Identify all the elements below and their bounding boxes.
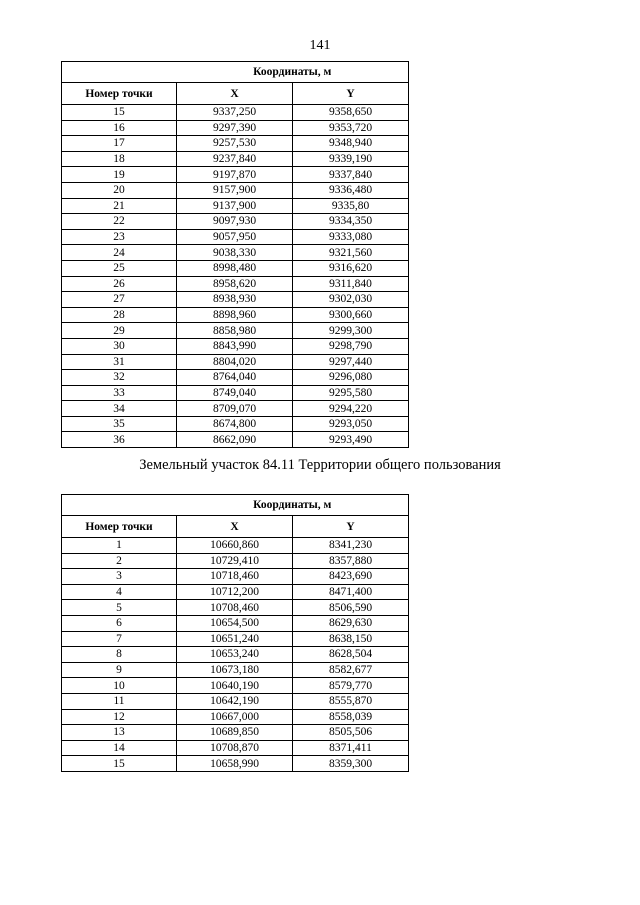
table-row	[62, 229, 409, 245]
cell-point-number: 27	[62, 292, 177, 308]
table-row	[62, 105, 409, 121]
cell-x: 8843,990	[177, 338, 293, 354]
table-row	[62, 693, 409, 709]
table-row	[62, 756, 409, 772]
table-empty-header-cell	[62, 62, 177, 83]
cell-point-number: 29	[62, 323, 177, 339]
cell-x: 10658,990	[177, 756, 293, 772]
cell-x: 10718,460	[177, 569, 293, 585]
cell-x: 9137,900	[177, 198, 293, 214]
table-row	[62, 678, 409, 694]
cell-x: 10673,180	[177, 662, 293, 678]
table-row	[62, 631, 409, 647]
table-row	[62, 214, 409, 230]
cell-point-number: 26	[62, 276, 177, 292]
cell-y: 9321,560	[293, 245, 409, 261]
table-column-header-row	[62, 516, 409, 538]
table-row	[62, 725, 409, 741]
cell-x: 10708,870	[177, 740, 293, 756]
cell-y: 9298,790	[293, 338, 409, 354]
cell-y: 9335,80	[293, 198, 409, 214]
table-row	[62, 260, 409, 276]
cell-x: 10667,000	[177, 709, 293, 725]
cell-y: 9334,350	[293, 214, 409, 230]
cell-x: 10651,240	[177, 631, 293, 647]
cell-x: 9337,250	[177, 105, 293, 121]
table-row	[62, 167, 409, 183]
cell-x: 8674,800	[177, 416, 293, 432]
cell-x: 8938,930	[177, 292, 293, 308]
cell-x: 10642,190	[177, 693, 293, 709]
column-header-x: X	[177, 83, 293, 105]
land-plot-caption: Земельный участок 84.11 Территории общего пользования	[139, 457, 501, 473]
cell-point-number: 20	[62, 182, 177, 198]
cell-x: 9197,870	[177, 167, 293, 183]
cell-point-number: 10	[62, 678, 177, 694]
cell-point-number: 17	[62, 136, 177, 152]
cell-y: 8629,630	[293, 615, 409, 631]
cell-point-number: 24	[62, 245, 177, 261]
table-row	[62, 647, 409, 663]
cell-x: 8898,960	[177, 307, 293, 323]
cell-x: 8858,980	[177, 323, 293, 339]
cell-x: 9237,840	[177, 151, 293, 167]
table-row	[62, 600, 409, 616]
table-row	[62, 538, 409, 554]
cell-point-number: 18	[62, 151, 177, 167]
cell-x: 10708,460	[177, 600, 293, 616]
page-number: 141	[309, 38, 331, 53]
cell-y: 9336,480	[293, 182, 409, 198]
cell-point-number: 9	[62, 662, 177, 678]
cell-y: 8505,506	[293, 725, 409, 741]
cell-x: 10660,860	[177, 538, 293, 554]
table-row	[62, 136, 409, 152]
table-column-header-row	[62, 83, 409, 105]
table-row	[62, 245, 409, 261]
cell-point-number: 1	[62, 538, 177, 554]
table-row	[62, 338, 409, 354]
cell-point-number: 16	[62, 120, 177, 136]
table-row	[62, 569, 409, 585]
column-header-point-number: Номер точки	[62, 516, 177, 538]
cell-x: 10689,850	[177, 725, 293, 741]
cell-x: 9038,330	[177, 245, 293, 261]
cell-y: 9348,940	[293, 136, 409, 152]
cell-y: 9316,620	[293, 260, 409, 276]
cell-y: 9299,300	[293, 323, 409, 339]
cell-x: 8998,480	[177, 260, 293, 276]
table-empty-header-cell	[62, 495, 177, 516]
table-row	[62, 354, 409, 370]
cell-x: 10653,240	[177, 647, 293, 663]
table-row	[62, 370, 409, 386]
cell-x: 10654,500	[177, 615, 293, 631]
cell-point-number: 36	[62, 432, 177, 448]
cell-point-number: 22	[62, 214, 177, 230]
cell-y: 8359,300	[293, 756, 409, 772]
table-row	[62, 584, 409, 600]
cell-point-number: 15	[62, 756, 177, 772]
cell-y: 9353,720	[293, 120, 409, 136]
table-row	[62, 182, 409, 198]
table-row	[62, 416, 409, 432]
cell-point-number: 25	[62, 260, 177, 276]
cell-point-number: 30	[62, 338, 177, 354]
cell-y: 8558,039	[293, 709, 409, 725]
cell-y: 9294,220	[293, 401, 409, 417]
cell-y: 9337,840	[293, 167, 409, 183]
cell-x: 9297,390	[177, 120, 293, 136]
cell-y: 9302,030	[293, 292, 409, 308]
cell-y: 9293,050	[293, 416, 409, 432]
table-row	[62, 151, 409, 167]
cell-y: 8357,880	[293, 553, 409, 569]
table-row	[62, 615, 409, 631]
cell-x: 8764,040	[177, 370, 293, 386]
cell-point-number: 35	[62, 416, 177, 432]
table-row	[62, 553, 409, 569]
table-group-header: Координаты, м	[177, 62, 409, 83]
cell-point-number: 21	[62, 198, 177, 214]
cell-point-number: 31	[62, 354, 177, 370]
cell-point-number: 33	[62, 385, 177, 401]
cell-y: 8341,230	[293, 538, 409, 554]
cell-y: 9295,580	[293, 385, 409, 401]
cell-point-number: 6	[62, 615, 177, 631]
table-row	[62, 432, 409, 448]
cell-point-number: 13	[62, 725, 177, 741]
cell-x: 10712,200	[177, 584, 293, 600]
cell-y: 8555,870	[293, 693, 409, 709]
cell-y: 8471,400	[293, 584, 409, 600]
cell-point-number: 8	[62, 647, 177, 663]
table-group-header: Координаты, м	[177, 495, 409, 516]
column-header-point-number: Номер точки	[62, 83, 177, 105]
cell-point-number: 4	[62, 584, 177, 600]
cell-x: 8804,020	[177, 354, 293, 370]
cell-point-number: 32	[62, 370, 177, 386]
cell-x: 10640,190	[177, 678, 293, 694]
cell-point-number: 34	[62, 401, 177, 417]
cell-y: 9297,440	[293, 354, 409, 370]
cell-x: 9057,950	[177, 229, 293, 245]
cell-point-number: 19	[62, 167, 177, 183]
cell-x: 8958,620	[177, 276, 293, 292]
cell-point-number: 11	[62, 693, 177, 709]
cell-y: 8582,677	[293, 662, 409, 678]
table-group-header-row	[62, 495, 409, 516]
cell-x: 8749,040	[177, 385, 293, 401]
cell-x: 10729,410	[177, 553, 293, 569]
table-row	[62, 740, 409, 756]
cell-x: 9097,930	[177, 214, 293, 230]
cell-x: 9157,900	[177, 182, 293, 198]
table-row	[62, 198, 409, 214]
table-row	[62, 401, 409, 417]
table-row	[62, 292, 409, 308]
column-header-y: Y	[293, 516, 409, 538]
cell-point-number: 7	[62, 631, 177, 647]
cell-x: 8709,070	[177, 401, 293, 417]
table-row	[62, 662, 409, 678]
table-row	[62, 120, 409, 136]
cell-y: 8638,150	[293, 631, 409, 647]
cell-y: 9300,660	[293, 307, 409, 323]
table-row	[62, 323, 409, 339]
cell-x: 9257,530	[177, 136, 293, 152]
cell-point-number: 12	[62, 709, 177, 725]
cell-y: 9296,080	[293, 370, 409, 386]
cell-point-number: 14	[62, 740, 177, 756]
coordinates-table-2	[61, 494, 409, 772]
table-row	[62, 385, 409, 401]
cell-y: 8628,504	[293, 647, 409, 663]
table-row	[62, 276, 409, 292]
cell-point-number: 2	[62, 553, 177, 569]
cell-y: 8506,590	[293, 600, 409, 616]
cell-x: 8662,090	[177, 432, 293, 448]
cell-point-number: 3	[62, 569, 177, 585]
table-row	[62, 307, 409, 323]
cell-y: 8423,690	[293, 569, 409, 585]
cell-point-number: 15	[62, 105, 177, 121]
cell-y: 9358,650	[293, 105, 409, 121]
coordinates-table-1	[61, 61, 409, 448]
cell-point-number: 5	[62, 600, 177, 616]
cell-point-number: 28	[62, 307, 177, 323]
table-row	[62, 709, 409, 725]
cell-point-number: 23	[62, 229, 177, 245]
cell-y: 8371,411	[293, 740, 409, 756]
column-header-x: X	[177, 516, 293, 538]
cell-y: 9311,840	[293, 276, 409, 292]
cell-y: 8579,770	[293, 678, 409, 694]
column-header-y: Y	[293, 83, 409, 105]
table-group-header-row	[62, 62, 409, 83]
cell-y: 9333,080	[293, 229, 409, 245]
cell-y: 9339,190	[293, 151, 409, 167]
cell-y: 9293,490	[293, 432, 409, 448]
